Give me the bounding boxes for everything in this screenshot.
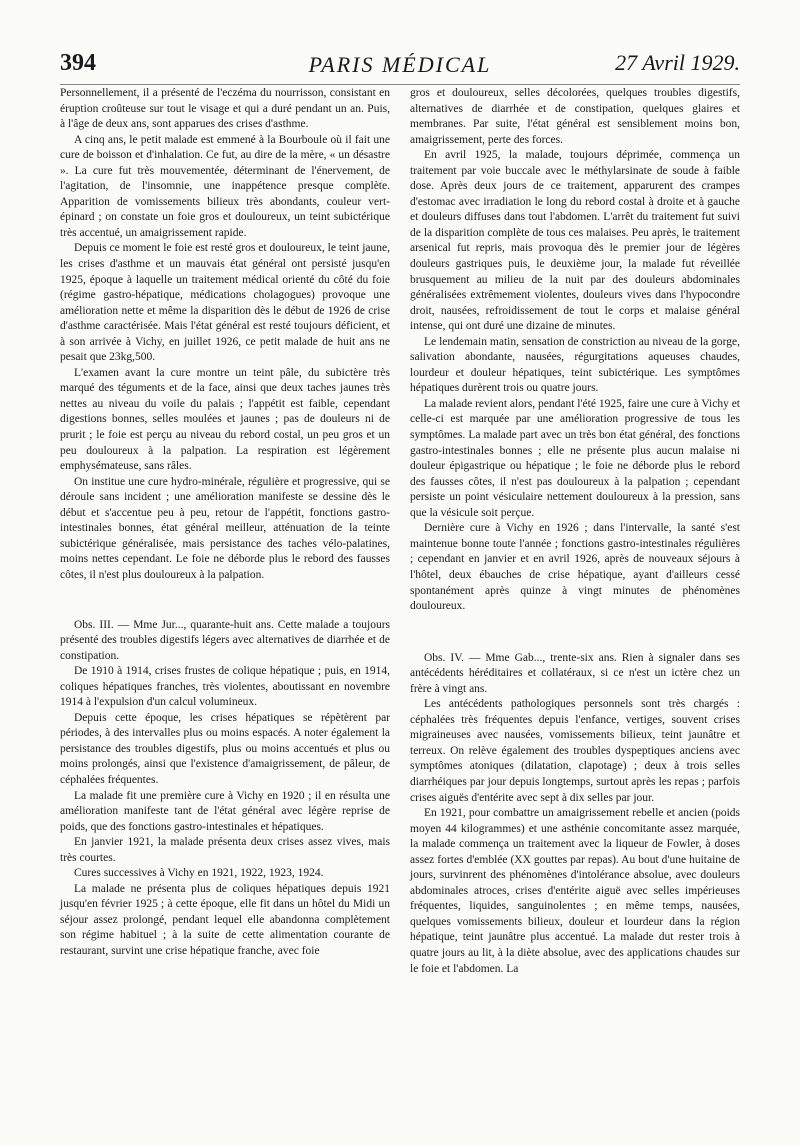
paragraph: On institue une cure hydro-minérale, régulière et progressive, qui se déroule sans incident ; une amélioration manifeste se dessine dès le début et s'accentue peu à peu, retour de l'appétit, fonctions gastro-intestinales bonnes, état général meilleur, atténuation de la teinte subictérique généralisée, mais persistance des taches vélo-palatines, moins nettes cependant. Le foie ne déborde plus le rebord des fausses côtes, il n'est plus douloureux à la palpation.	[60, 475, 390, 581]
paragraph: De 1910 à 1914, crises frustes de colique hépatique ; puis, en 1914, coliques hépatiques franches, très violentes, aboutissant en novembre 1914 à l'expulsion d'un calcul volumineux.	[60, 665, 390, 709]
left-column	[60, 86, 390, 960]
page-number: 394	[60, 50, 96, 76]
paragraph: En avril 1925, la malade, toujours déprimée, commença un traitement par voie buccale avec le méthylarsinate de soude à faible dose. Après deux jours de ce traitement, apparurent des crampes d'estomac avec irradiation le long du rebord costal à droite et à gauche et douleurs diffuses dans tout l'abdomen. L'arrêt du traitement fut suivi de la disparition complète de tous ces malaises. Peu après, le traitement arsenical fut repris, mais provoqua dès le premier jour de légères douleurs gastriques puis, le deuxième jour, la malade fut réveillée brusquement au milieu de la nuit par des douleurs abdominales généralisées extrêmement violentes, douleurs vives dans l'hypocondre droit, nausées, refroidissement de tout le corps et malaise général intense, qui ont duré une dizaine de minutes.	[410, 149, 740, 333]
paragraph: Le lendemain matin, sensation de constriction au niveau de la gorge, salivation abondante, nausées, régurgitations aqueuses chaudes, lourdeur et douleur hépatiques, teint subictérique. Les symptômes hépatiques durèrent trois ou quatre jours.	[410, 335, 740, 395]
paragraph: La malade ne présenta plus de coliques hépatiques depuis 1921 jusqu'en février 1925 ; à cette époque, elle fit dans un hôtel du Midi un séjour assez prolongé, pendant lequel elle abandonna complètement son régime habituel ; à la suite de cette alimentation courante de restaurant, survint une crise hépatique franche, avec foie	[60, 882, 390, 957]
paragraph: En 1921, pour combattre un amaigrissement rebelle et ancien (poids moyen 44 kilogrammes) et une asthénie concomitante assez marquée, la malade commença un traitement avec la liqueur de Fowler, à doses assez fortes d'emblée (XX gouttes par repas). Au bout d'une huitaine de jours, survinrent des phénomènes d'intolérance absolue, avec douleurs abdominales atroces, crises d'entérite aiguë avec selles impérieuses fréquentes, liquides, sanguinolentes ; en même temps, nausées, quelques vomissements bilieux, douleur et lourdeur dans la région hépatique, teint jaunâtre plus accentué. La malade dut rester trois à quatre jours au lit, à la diète absolue, avec des applications chaudes sur le foie et l'abdomen. La	[410, 807, 740, 975]
paragraph: Dernière cure à Vichy en 1926 ; dans l'intervalle, la santé s'est maintenue bonne toute l'année ; fonctions gastro-intestinales régulières ; cependant en janvier et en avril 1926, après de nouveaux séjours à l'hôtel, deux ébauches de crise hépatique, ayant d'ailleurs cessé spontanément après quinze à vingt minutes de phénomènes douloureux.	[410, 522, 740, 613]
paragraph: La malade revient alors, pendant l'été 1925, faire une cure à Vichy et celle-ci est marquée par une amélioration progressive de tous les symptômes. La malade part avec un très bon état général, des fonctions gastro-intestinales bonnes ; elle ne présente plus aucun malaise ni douleur épigastrique ou hépatique ; le foie ne déborde plus le rebord des fausses côtes, il n'est pas douloureux à la palpation ; cependant persiste un point vésiculaire nettement douloureux à la pression, sans que la vésicule soit perçue.	[410, 397, 741, 519]
right-column	[410, 86, 740, 977]
paragraph: Depuis ce moment le foie est resté gros et douloureux, le teint jaune, les crises d'asthme et un mauvais état général ont persisté jusqu'en 1925, époque à laquelle un traitement médical orienté du côté du foie (régime gastro-hépatique, médications cholagogues) provoque une amélioration nette et même la disparition dès le début de 1926 de crise d'asthme caractérisée. Mais l'état général est resté toujours déficient, et à son arrivée à Vichy, en juillet 1926, ce petit malade de huit ans ne pesait que 23kg,500.	[60, 242, 390, 364]
page-header	[60, 44, 740, 85]
paragraph: En janvier 1921, la malade présenta deux crises assez vives, mais très courtes.	[60, 836, 390, 864]
paragraph: Depuis cette époque, les crises hépatiques se répètèrent par périodes, à des intervalles plus ou moins espacés. A noter également la persistance des troubles digestifs, plus ou moins accentués et plus ou moins prolongés, ainsi que l'existence d'amaigrissement, de pâleur, de céphalées fréquentes.	[60, 711, 390, 786]
section-gap	[410, 615, 740, 651]
journal-title: PARIS MÉDICAL	[308, 52, 492, 77]
issue-date: 27 Avril 1929.	[615, 50, 740, 75]
section-gap	[60, 584, 390, 618]
paragraph: La malade fit une première cure à Vichy en 1920 ; il en résulta une amélioration manifeste tant de l'état général avec légère reprise de poids, que des fonctions gastro-intestinales et hépatiques.	[60, 789, 390, 833]
paragraph: Obs. IV. — Mme Gab..., trente-six ans. Rien à signaler dans ses antécédents héréditaires et collatéraux, si ce n'est un ictère chez un frère à vingt ans.	[410, 651, 740, 695]
paragraph: A cinq ans, le petit malade est emmené à la Bourboule où il fait une cure de boisson et d'inhalation. Ce fut, au dire de la mère, « un désastre ». La cure fut très mouvementée, déterminant de l'énervement, de l'agitation, de l'insomnie, une inappétence presque complète. Apparition de vomissements bilieux très abondants, couleur vert-épinard ; on constate un foie gros et douloureux, un teint subictérique très accentué, un amaigrissement rapide.	[60, 133, 390, 239]
paragraph: gros et douloureux, selles décolorées, quelques troubles digestifs, alternatives de diarrhée et de constipation, quelques glaires et membranes. Par suite, l'état général est sensiblement moins bon, amaigrissement, perte des forces.	[410, 87, 740, 146]
paragraph: L'examen avant la cure montre un teint pâle, du subictère très marqué des téguments et de la face, ainsi que deux taches jaunes très nettes au niveau du voile du palais ; l'appétit est faible, cependant digestions bonnes, selles moulées et jaunes ; pas de douleurs ni de prurit ; le foie est perçu au niveau du rebord costal, un peu gros et un peu douloureux à la palpation. La respiration est légèrement emphysémateuse, sans râles.	[60, 366, 390, 473]
paragraph: Personnellement, il a présenté de l'eczéma du nourrisson, consistant en éruption croûteuse sur tout le visage et qui a duré pendant un an. Puis, à l'âge de deux ans, sont apparues des crises d'asthme.	[60, 87, 390, 131]
paragraph: Cures successives à Vichy en 1921, 1922, 1923, 1924.	[74, 867, 324, 880]
paragraph: Obs. III. — Mme Jur..., quarante-huit ans. Cette malade a toujours présenté des troubles digestifs légers avec alternatives de diarrhée et de constipation.	[60, 618, 390, 662]
paragraph: Les antécédents pathologiques personnels sont très chargés : céphalées très fréquentes depuis l'enfance, vertiges, souvent crises migraineuses avec nausées, vomissements bilieux, teint jaunâtre et terreux. On relève également des troubles dyspeptiques anciens avec symptômes atoniques (dilatation, clapotage) ; deux à trois selles diarrhéiques par jour depuis longtemps, surtout après les repas ; parfois crises aiguës d'entérite avec sept à dix selles par jour.	[410, 698, 740, 804]
